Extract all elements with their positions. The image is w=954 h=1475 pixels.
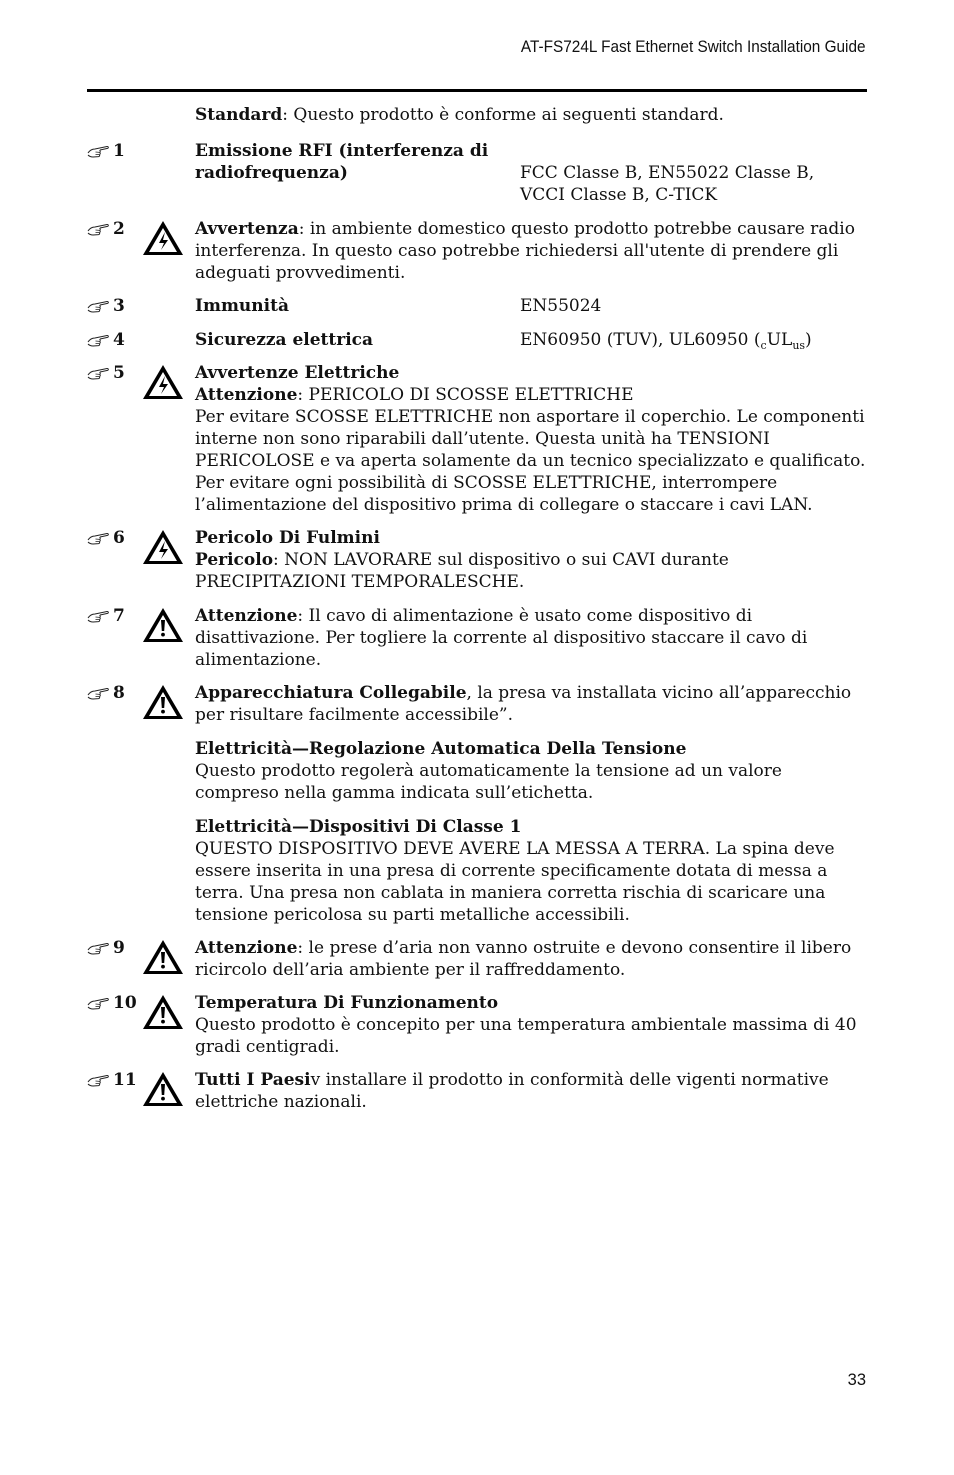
item-label: Sicurezza elettrica [195, 330, 374, 350]
intro-label: Standard [195, 105, 283, 125]
pointing-hand-icon [87, 941, 109, 955]
caution-exclamation-icon [141, 1070, 185, 1108]
section-text: QUESTO DISPOSITIVO DEVE AVERE LA MESSA A TERRA. La spina deve essere inserita in una presa di corrente specificamente dotata di messa a terra. Una presa non cablata in maniera corretta rischia di scaricare una tensione pericolosa su parti metalliche accessibili. [195, 839, 835, 925]
header-rule [87, 89, 867, 92]
electric-shock-warning-icon [141, 219, 185, 257]
pointing-hand-icon [87, 222, 109, 236]
list-item-6 [87, 527, 867, 593]
item-title: Pericolo Di Fulmini [195, 528, 380, 548]
electric-shock-warning-icon [141, 363, 185, 401]
item-number: 1 [113, 141, 125, 161]
item-number: 6 [113, 528, 125, 548]
intro-text: : Questo prodotto è conforme ai seguenti standard. [282, 105, 724, 125]
item-text: Tutti I Paesiv installare il prodotto in conformità delle vigenti normative elettriche nazionali. [195, 1070, 829, 1112]
item-number: 10 [113, 993, 137, 1013]
list-item-1 [87, 140, 867, 206]
item-text: Per evitare SCOSSE ELETTRICHE non asportare il coperchio. Le componenti interne non sono riparabili dall’utente. Questa unità ha TENSIONI PERICOLOSE e va aperta solamente da un tecnico specializzato e qualificato. Per evitare ogni possibilità di SCOSSE ELETTRICHE, interrompere l’alimentazione del dispositivo prima di collegare o staccare i cavi LAN. [195, 407, 866, 515]
section-text: Questo prodotto regolerà automaticamente la tensione ad un valore compreso nella gamma indicata sull’etichetta. [195, 761, 782, 803]
item-text: Pericolo: NON LAVORARE sul dispositivo o sui CAVI durante PRECIPITAZIONI TEMPORALESCHE. [195, 550, 729, 592]
section-title: Elettricità—Regolazione Automatica Della Tensione [195, 739, 687, 759]
class-1-devices-section [87, 816, 867, 926]
document-body [87, 104, 867, 1125]
pointing-hand-icon [87, 333, 109, 347]
item-title: Avvertenze Elettriche [195, 363, 400, 383]
running-header: AT-FS724L Fast Ethernet Switch Installation Guide [521, 38, 866, 56]
pointing-hand-icon [87, 996, 109, 1010]
list-item-7 [87, 605, 867, 671]
pointing-hand-icon [87, 1073, 109, 1087]
list-item-5 [87, 362, 867, 516]
item-number: 7 [113, 606, 125, 626]
item-text: Attenzione: le prese d’aria non vanno ostruite e devono consentire il libero ricircolo dell’aria ambiente per il raffreddamento. [195, 938, 852, 980]
item-label: Emissione RFI (interferenza di radiofrequenza) [195, 141, 489, 183]
list-item-9 [87, 937, 867, 981]
pointing-hand-icon [87, 299, 109, 313]
voltage-regulation-section [87, 738, 867, 804]
pointing-hand-icon [87, 531, 109, 545]
pointing-hand-icon [87, 686, 109, 700]
item-text: Questo prodotto è concepito per una temperatura ambientale massima di 40 gradi centigradi. [195, 1015, 857, 1057]
caution-exclamation-icon [141, 606, 185, 644]
list-item-11 [87, 1069, 867, 1113]
caution-exclamation-icon [141, 938, 185, 976]
item-label: Immunità [195, 296, 289, 316]
pointing-hand-icon [87, 609, 109, 623]
list-item-8 [87, 682, 867, 726]
list-item-3 [87, 295, 867, 317]
item-title: Temperatura Di Funzionamento [195, 993, 499, 1013]
section-title: Elettricità—Dispositivi Di Classe 1 [195, 817, 522, 837]
page-number: 33 [847, 1371, 866, 1389]
list-item-10 [87, 992, 867, 1058]
pointing-hand-icon [87, 366, 109, 380]
item-value: EN60950 (TUV), UL60950 $(_cUL_{us})$ [520, 330, 812, 352]
item-value: FCC Classe B, EN55022 Classe B, VCCI Classe B, C-TICK [520, 163, 815, 205]
item-number: 8 [113, 683, 125, 703]
item-text: Apparecchiatura Collegabile, la presa va installata vicino all’apparecchio per risultare facilmente accessibile”. [195, 683, 852, 725]
item-value: EN55024 [520, 296, 602, 316]
item-text: Attenzione: Il cavo di alimentazione è usato come dispositivo di disattivazione. Per togliere la corrente al dispositivo staccare il cavo di alimentazione. [195, 606, 808, 670]
item-subtitle: Attenzione: PERICOLO DI SCOSSE ELETTRICHE [195, 385, 634, 405]
standards-intro [87, 104, 867, 126]
item-number: 2 [113, 219, 125, 239]
item-number: 5 [113, 363, 125, 383]
caution-exclamation-icon [141, 993, 185, 1031]
electric-shock-warning-icon [141, 528, 185, 566]
list-item-2 [87, 218, 867, 284]
list-item-4 [87, 329, 867, 351]
item-number: 4 [113, 330, 125, 350]
item-text: Avvertenza: in ambiente domestico questo prodotto potrebbe causare radio interferenza. In questo caso potrebbe richiedersi all'utente di prendere gli adeguati provvedimenti. [195, 219, 855, 283]
item-number: 3 [113, 296, 125, 316]
pointing-hand-icon [87, 144, 109, 158]
item-number: 9 [113, 938, 125, 958]
caution-exclamation-icon [141, 683, 185, 721]
item-number: 11 [113, 1070, 137, 1090]
